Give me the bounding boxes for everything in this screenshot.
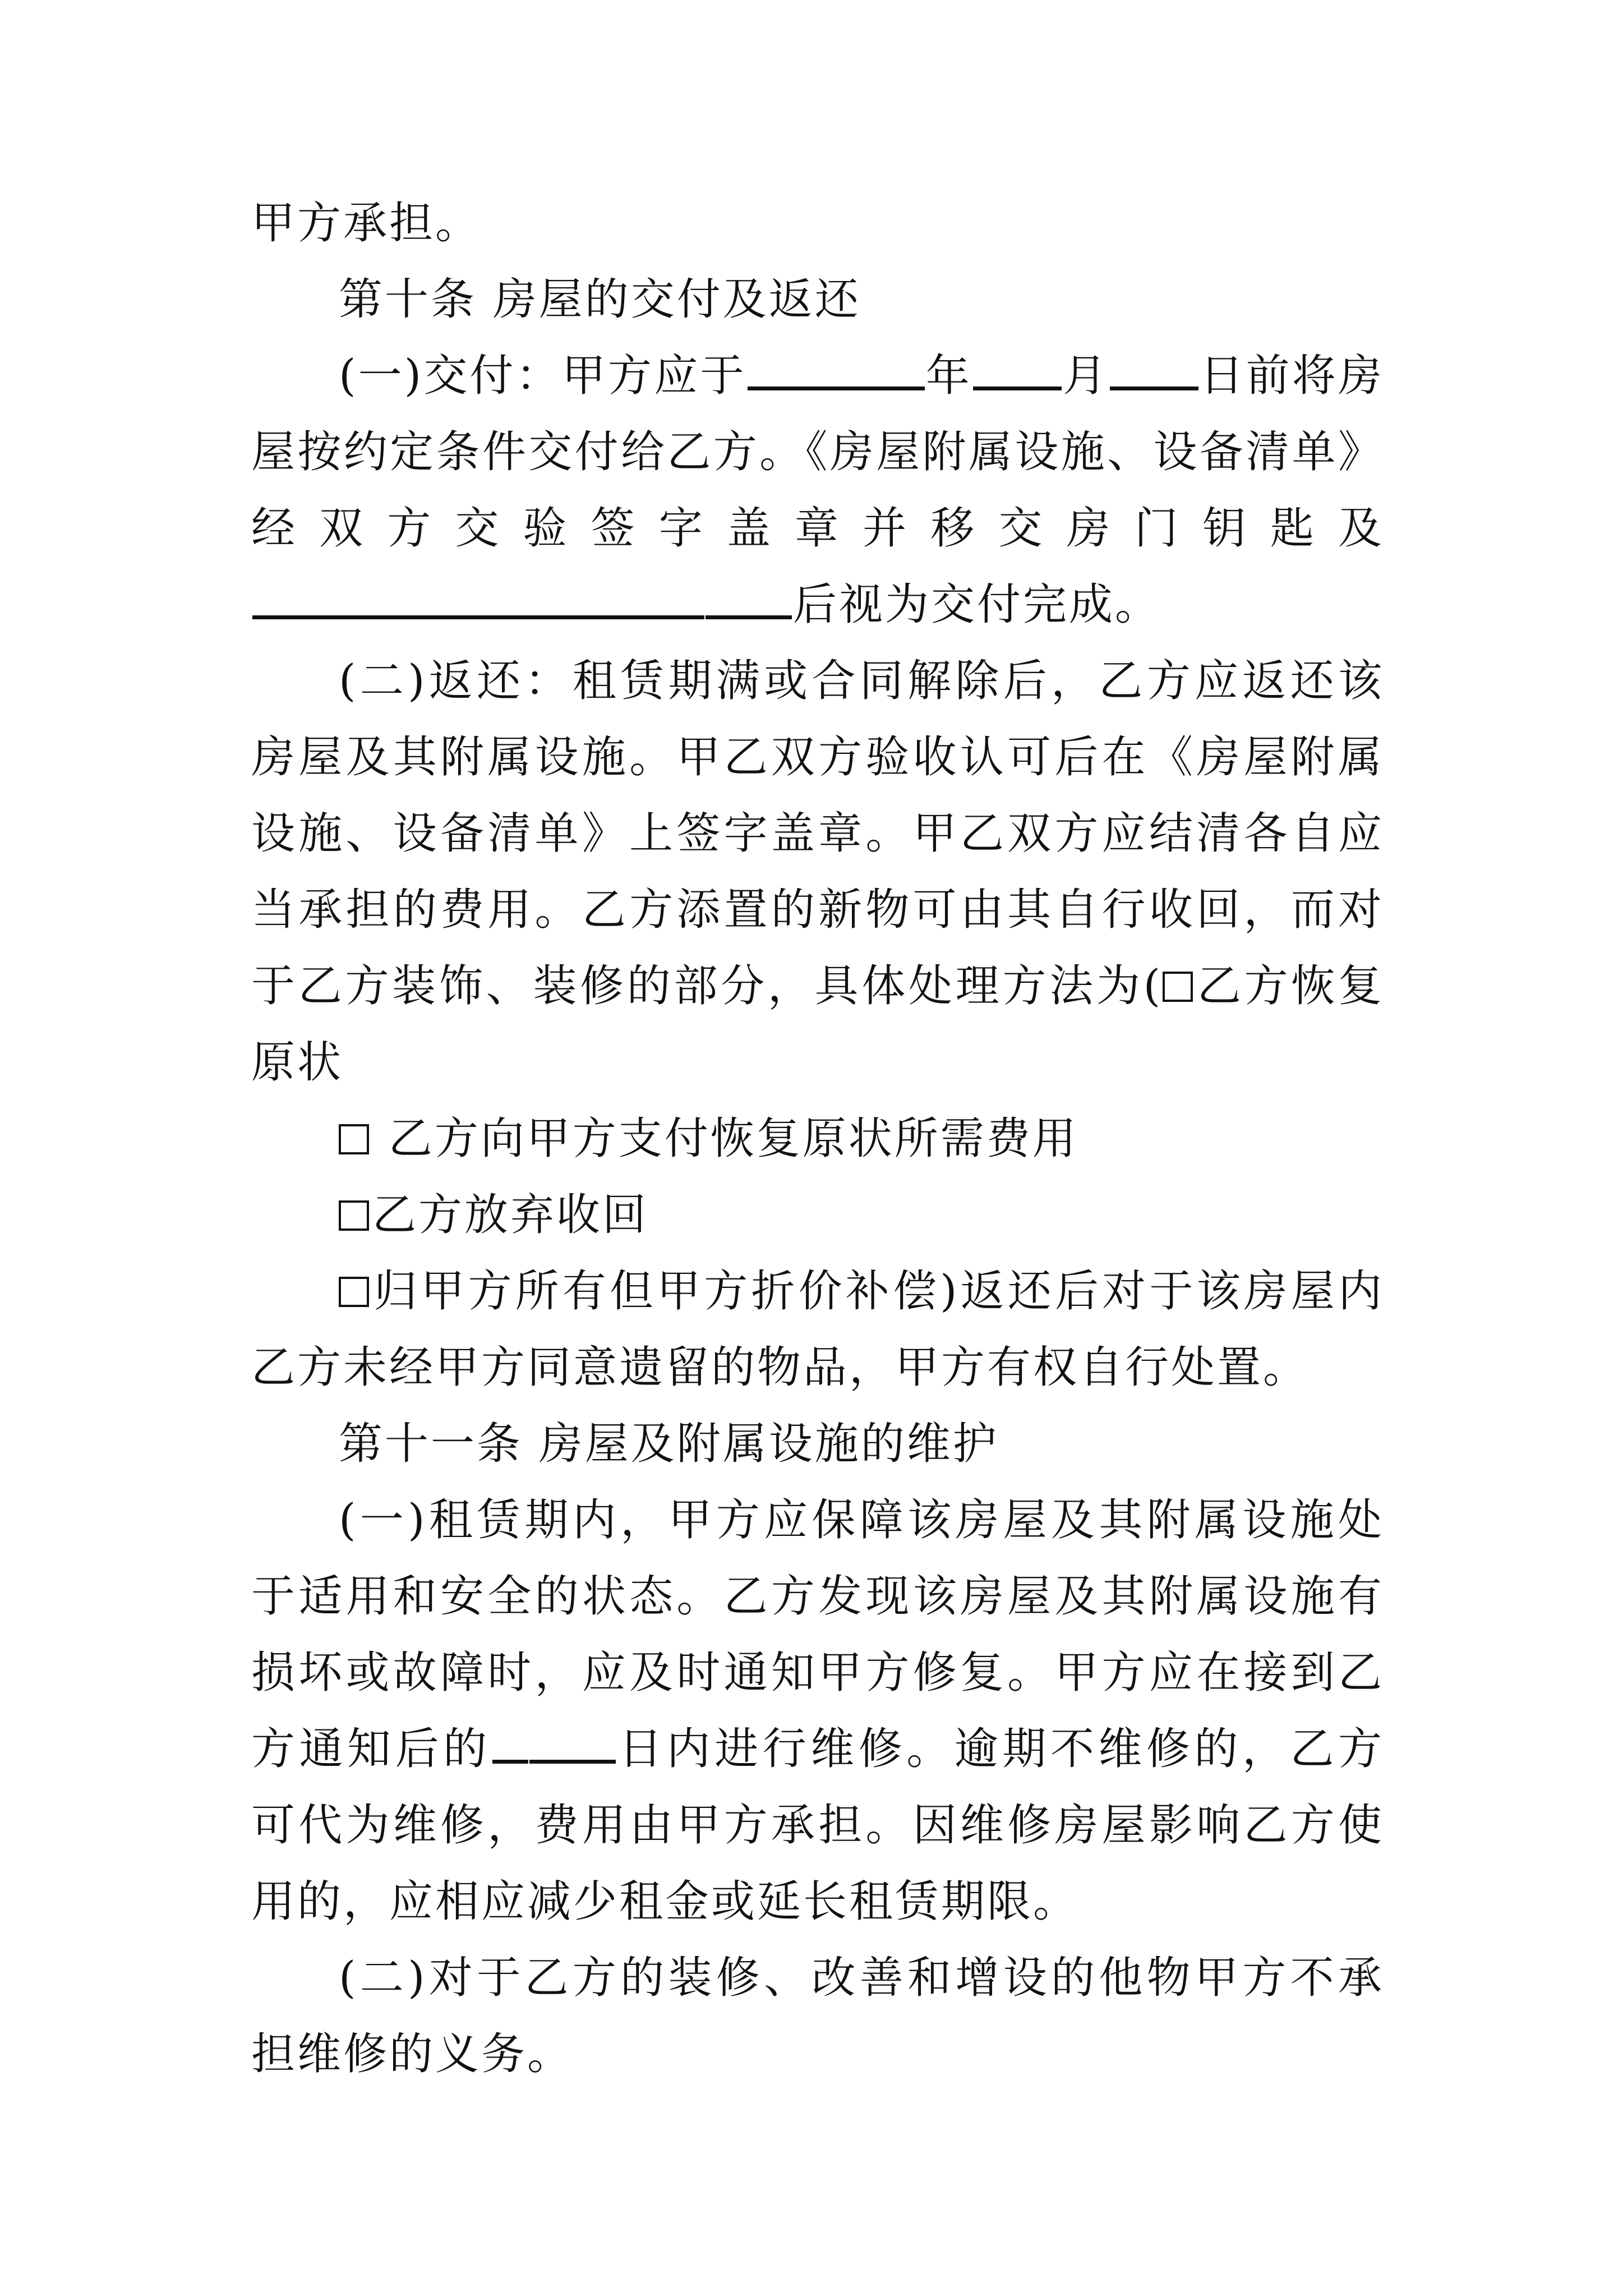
contract-text	[251, 185, 1384, 2092]
option-pay-label: 乙方向甲方支付恢复原状所需费用	[372, 1114, 1078, 1164]
return-clause	[251, 643, 1384, 1101]
delivery-clause-text-2: 日前将房屋按约定条件交付给乙方。《房屋附属设施、设备清单》经双方交验签字盖章并移交房门钥匙及	[251, 351, 1384, 554]
improvement-clause-text: (二)对于乙方的装修、改善和增设的他物甲方不承担维修的义务。	[251, 1953, 1384, 2079]
delivery-clause-text-3: 后视为交付完成。	[793, 579, 1161, 630]
article-11-title	[251, 1406, 1384, 1482]
continuation-line	[251, 185, 1384, 261]
continuation-text: 甲方承担。	[251, 198, 482, 249]
checkbox-pay-restore-cost[interactable]	[339, 1124, 369, 1154]
option-compensate-line	[251, 1253, 1384, 1406]
keys-blank-continued[interactable]	[706, 579, 792, 619]
maintenance-clause-text-2: 日内进行维修。逾期不维修的，乙方可代为维修，费用由甲方承担。因维修房屋影响乙方使用的，应相应减少租金或延长租赁期限。	[251, 1724, 1384, 1927]
return-clause-text: (二)返还：租赁期满或合同解除后，乙方应返还该房屋及其附属设施。甲乙双方验收认可后在《房屋附属设施、设备清单》上签字盖章。甲乙双方应结清各自应当承担的费用。乙方添置的新物可由其自行收回，而对于乙方装饰、装修的部分，具体处理方法为(	[251, 656, 1384, 1011]
delivery-clause-text: (一)交付：甲方应于	[339, 351, 746, 401]
year-label: 年	[925, 351, 972, 401]
delivery-clause	[251, 338, 1384, 643]
option-compensate-text: 归甲方所有但甲方折价补偿)返还后对于该房屋内乙方未经甲方同意遗留的物品，甲方有权自行处置。	[251, 1266, 1384, 1393]
day-blank[interactable]	[1110, 351, 1198, 390]
repair-days-blank-continued[interactable]	[529, 1724, 616, 1764]
article-11-title-text: 第十一条 房屋及附属设施的维护	[339, 1419, 999, 1469]
article-10-title-text: 第十条 房屋的交付及返还	[339, 274, 861, 325]
keys-blank[interactable]	[252, 579, 704, 619]
repair-days-blank[interactable]	[492, 1724, 528, 1764]
option-pay-line	[251, 1101, 1384, 1177]
checkbox-compensate[interactable]	[339, 1277, 369, 1307]
article-10-title	[251, 261, 1384, 338]
improvement-clause	[251, 1940, 1384, 2092]
checkbox-abandon[interactable]	[339, 1200, 369, 1231]
option-abandon-line	[251, 1177, 1384, 1253]
option-abandon-label: 乙方放弃收回	[372, 1190, 649, 1240]
maintenance-clause	[251, 1482, 1384, 1940]
year-blank[interactable]	[748, 351, 925, 390]
maintenance-clause-text: (一)租赁期内，甲方应保障该房屋及其附属设施处于适用和安全的状态。乙方发现该房屋及其附属设施有损坏或故障时，应及时通知甲方修复。甲方应在接到乙方通知后的	[251, 1495, 1384, 1774]
month-blank[interactable]	[973, 351, 1062, 390]
month-label: 月	[1062, 351, 1109, 401]
option-restore-label: 乙方恢复原状	[251, 961, 1384, 1088]
checkbox-restore[interactable]	[1163, 972, 1193, 1002]
